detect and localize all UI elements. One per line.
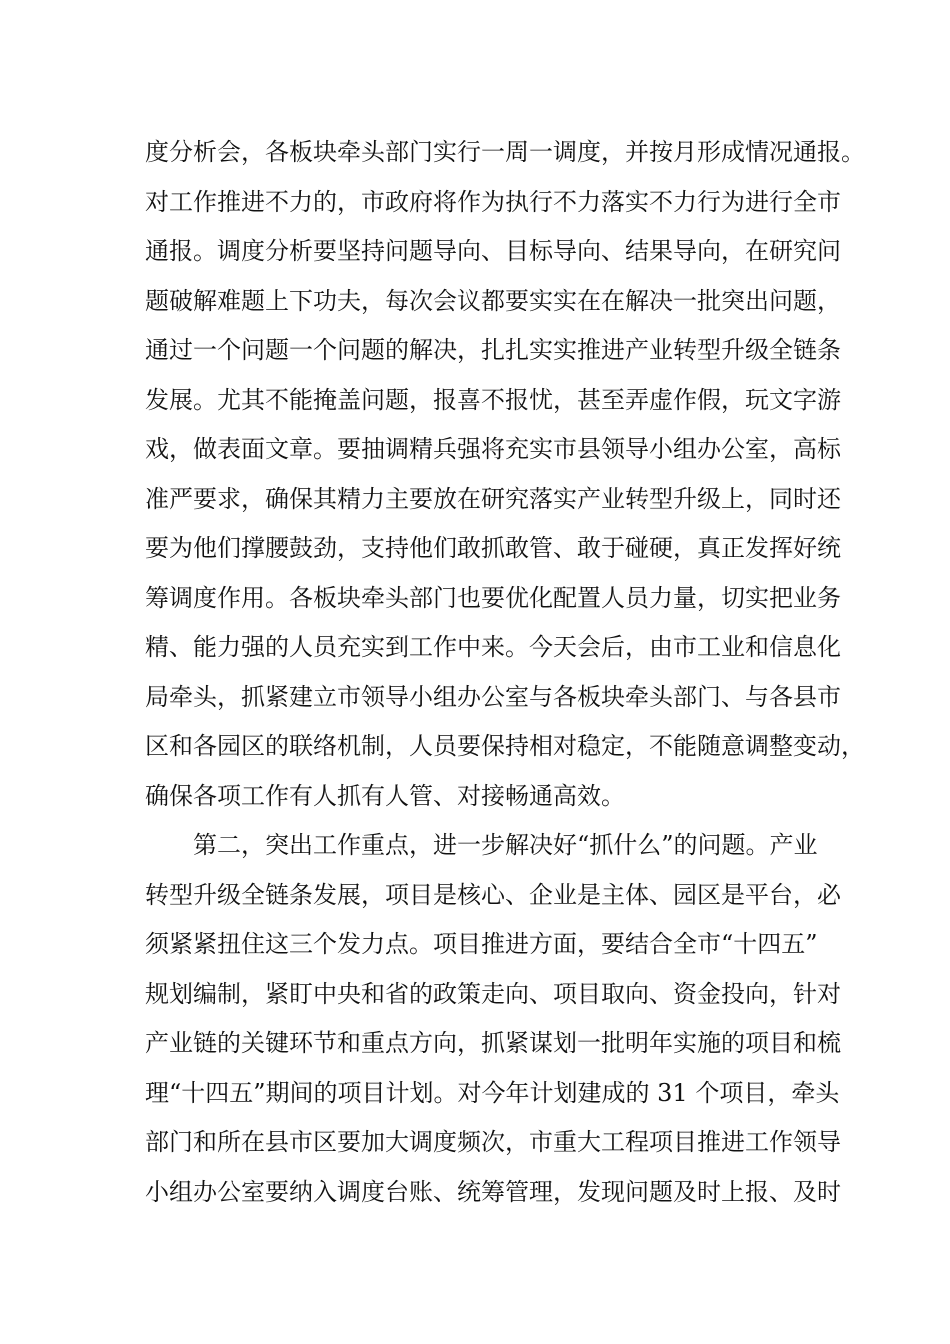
paragraph-line: 戏，做表面文章。要抽调精兵强将充实市县领导小组办公室，高标 [145,435,841,463]
paragraph-line: 转型升级全链条发展，项目是核心、企业是主体、园区是平台，必 [145,880,841,909]
paragraph-line: 小组办公室要纳入调度台账、统筹管理，发现问题及时上报、及时 [145,1177,841,1206]
paragraph-line: 筹调度作用。各板块牵头部门也要优化配置人员力量，切实把业务 [145,583,841,612]
paragraph-line: 产业链的关键环节和重点方向，抓紧谋划一批明年实施的项目和梳 [145,1029,841,1057]
paragraph-line: 对工作推进不力的，市政府将作为执行不力落实不力行为进行全市 [145,187,841,216]
paragraph-line: 部门和所在县市区要加大调度频次，市重大工程项目推进工作领导 [145,1128,841,1156]
paragraph-line: 理“十四五”期间的项目计划。对今年计划建成的 31 个项目，牵头 [145,1078,840,1107]
document-body [145,128,865,1217]
paragraph-line: 局牵头，抓紧建立市领导小组办公室与各板块牵头部门、与各县市 [145,682,841,711]
paragraph-line: 须紧紧扭住这三个发力点。项目推进方面，要结合全市“十四五” [145,930,818,958]
paragraph-line: 发展。尤其不能掩盖问题，报喜不报忧，甚至弄虚作假，玩文字游 [145,385,841,414]
paragraph-line: 确保各项工作有人抓有人管、对接畅通高效。 [145,781,625,810]
paragraph-line: 度分析会，各板块牵头部门实行一周一调度，并按月形成情况通报。 [145,138,865,166]
paragraph-line: 第二，突出工作重点，进一步解决好“抓什么”的问题。产业 [193,831,818,859]
paragraph-2 [145,821,841,1217]
paragraph-1 [145,128,865,821]
paragraph-line: 要为他们撑腰鼓劲，支持他们敢抓敢管、敢于碰硬，真正发挥好统 [145,534,841,562]
paragraph-line: 通过一个问题一个问题的解决，扎扎实实推进产业转型升级全链条 [145,336,841,364]
paragraph-line: 规划编制，紧盯中央和省的政策走向、项目取向、资金投向，针对 [145,979,841,1008]
paragraph-line: 区和各园区的联络机制，人员要保持相对稳定，不能随意调整变动， [145,732,865,760]
paragraph-line: 精、能力强的人员充实到工作中来。今天会后，由市工业和信息化 [145,633,841,661]
paragraph-line: 准严要求，确保其精力主要放在研究落实产业转型升级上，同时还 [145,484,841,513]
paragraph-line: 通报。调度分析要坚持问题导向、目标导向、结果导向，在研究问 [145,237,841,265]
paragraph-line: 题破解难题上下功夫，每次会议都要实实在在解决一批突出问题， [145,286,841,315]
